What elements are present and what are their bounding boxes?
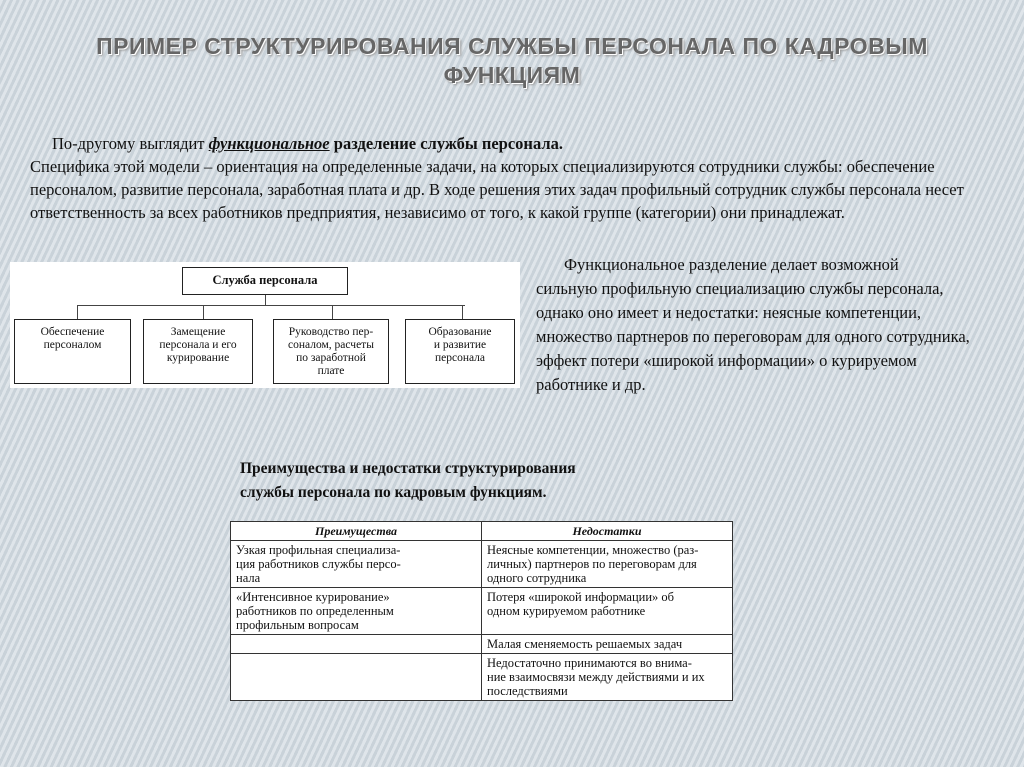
leaf-line: Образование	[428, 326, 492, 338]
table-cell	[482, 588, 733, 635]
intro-body: Специфика этой модели – ориентация на определенные задачи, на которых специализируются сотрудники службы: обеспечение персоналом, развитие персонала, заработная плата и др. В ходе решения этих задач профильный сотрудник службы персонала несет ответственность за всех работников предприятия, независимо от того, к какой группе (категории) они принадлежат.	[30, 157, 964, 222]
cell-line: ция работников службы персо-	[236, 557, 401, 571]
cell-line: Неясные компетенции, множество (раз-	[487, 543, 699, 557]
cell-line: Недостаточно принимаются во внима-	[487, 656, 692, 670]
right-paragraph	[536, 253, 991, 397]
pros-cons-table	[230, 521, 733, 701]
table-cell	[482, 541, 733, 588]
table-heading	[240, 457, 720, 505]
leaf-line: по заработной	[296, 352, 366, 364]
slide-title	[60, 32, 964, 90]
connector	[332, 305, 333, 319]
column-header: Недостатки	[482, 522, 733, 541]
connector	[265, 295, 266, 305]
leaf-line: плате	[317, 365, 345, 377]
column-header: Преимущества	[231, 522, 482, 541]
diagram-leaf	[14, 319, 131, 384]
cell-line: одном курируемом работнике	[487, 604, 646, 618]
cell-line: Малая сменяемость решаемых задач	[487, 637, 683, 651]
table-cell	[231, 635, 482, 654]
table-cell	[231, 654, 482, 701]
diagram-leaf	[273, 319, 389, 384]
leaf-line: персоналом	[43, 339, 102, 351]
cell-line: нала	[236, 571, 261, 585]
leaf-line: соналом, расчеты	[288, 339, 374, 351]
intro-bold: разделение службы персонала	[329, 134, 559, 153]
connector	[77, 305, 78, 319]
table-row	[231, 588, 733, 635]
cell-line: одного сотрудника	[487, 571, 587, 585]
table-cell	[482, 654, 733, 701]
right-text-body: сильную профильную специализацию службы персонала, однако оно имеет и недостатки: неясные компетенции, множество партнеров по переговорам для одного сотрудника, эффект потери «широкой информации» о курируемом работнике и др.	[536, 279, 970, 394]
intro-paragraph	[30, 132, 995, 224]
intro-period: .	[558, 134, 563, 153]
connector	[77, 305, 465, 306]
title-line: ПРИМЕР СТРУКТУРИРОВАНИЯ СЛУЖБЫ ПЕРСОНАЛА ПО КАДРОВЫМ	[96, 33, 928, 59]
leaf-line: Обеспечение	[40, 326, 105, 338]
cell-line: «Интенсивное курирование»	[236, 590, 390, 604]
table-row	[231, 654, 733, 701]
cell-line: Узкая профильная специализа-	[236, 543, 401, 557]
cell-line: профильным вопросам	[236, 618, 359, 632]
leaf-line: Замещение	[170, 326, 226, 338]
leaf-line: и развитие	[433, 339, 487, 351]
diagram-leaf	[405, 319, 515, 384]
diagram-leaf	[143, 319, 253, 384]
leaf-line: Руководство пер-	[288, 326, 374, 338]
table-cell	[231, 588, 482, 635]
title-line: ФУНКЦИЯМ	[443, 62, 581, 88]
leaf-line: персонала	[434, 352, 486, 364]
intro-text: По-другому выглядит	[52, 134, 209, 153]
cell-line: Потеря «широкой информации» об	[487, 590, 675, 604]
heading-line: Преимущества и недостатки структурирования	[240, 460, 576, 477]
right-text-first: Функциональное разделение делает возможной	[564, 255, 899, 274]
cell-line: последствиями	[487, 684, 568, 698]
table-row	[231, 635, 733, 654]
connector	[462, 305, 463, 319]
cell-line: работников по определенным	[236, 604, 394, 618]
cell-line: личных) партнеров по переговорам для	[487, 557, 697, 571]
diagram-root: Служба персонала	[182, 267, 348, 295]
leaf-line: курирование	[166, 352, 230, 364]
cell-line: ние взаимосвязи между действиями и их	[487, 670, 705, 684]
intro-emphasis: функциональное	[208, 134, 330, 153]
org-diagram	[10, 262, 520, 388]
table-cell	[482, 635, 733, 654]
table-row	[231, 541, 733, 588]
table-cell	[231, 541, 482, 588]
leaf-line: персонала и его	[159, 339, 237, 351]
heading-line: службы персонала по кадровым функциям.	[240, 484, 547, 501]
connector	[203, 305, 204, 319]
